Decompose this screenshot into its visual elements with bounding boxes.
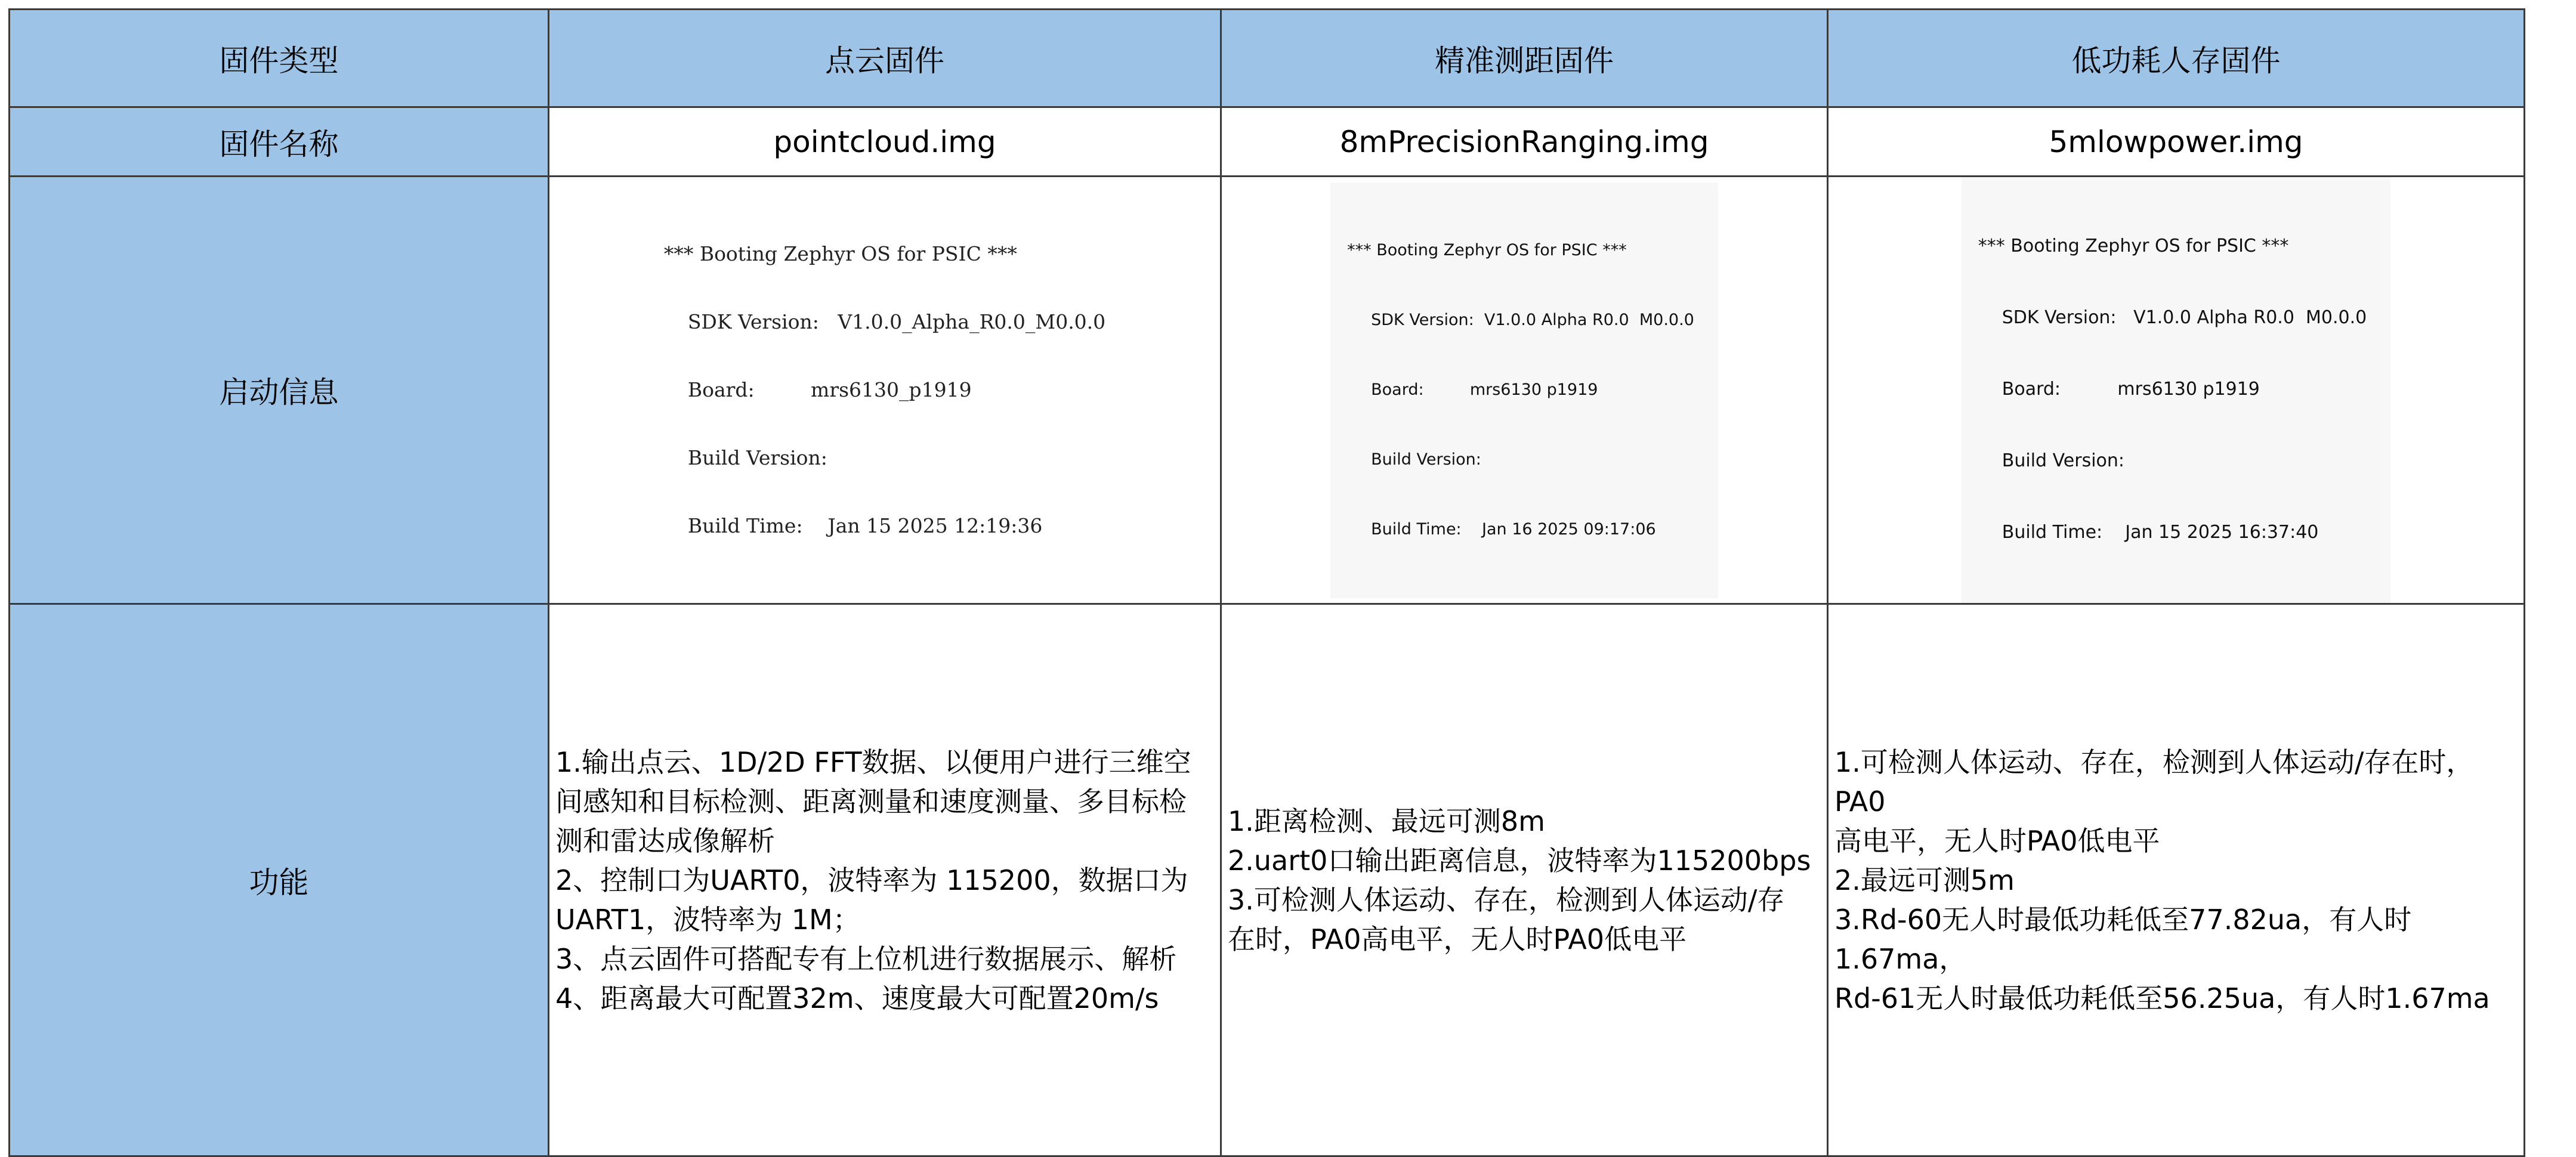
header-ranging: 精准测距固件 [1221, 10, 1828, 107]
boot-line: *** Booting Zephyr OS for PSIC *** [1978, 236, 2289, 256]
boot-cell-ranging [1221, 177, 1828, 604]
function-ranging [1221, 604, 1828, 1156]
boot-line: SDK Version: V1.0.0 Alpha R0.0 M0.0.0 [2002, 307, 2367, 328]
function-line: 4、距离最大可配置32m、速度最大可配置20m/s [555, 982, 1159, 1014]
boot-line: Board: mrs6130 p1919 [1371, 380, 1598, 399]
function-pointcloud [549, 604, 1221, 1156]
function-line: 1.距离检测、最远可测8m [1228, 805, 1545, 837]
boot-cell-lowpower [1828, 177, 2525, 604]
name-ranging: 8mPrecisionRanging.img [1221, 107, 1828, 177]
function-line: 3.Rd-60无人时最低功耗低至77.82ua，有人时1.67ma， [1834, 903, 2412, 975]
function-row [10, 604, 2525, 1156]
function-line: 1.可检测人体运动、存在，检测到人体运动/存在时，PA0 [1834, 745, 2474, 818]
function-line: 2.最远可测5m [1834, 864, 2015, 896]
boot-line: Build Time: Jan 15 2025 12:19:36 [687, 514, 1043, 537]
boot-cell-pointcloud [549, 177, 1221, 604]
boot-info-ranging [1330, 182, 1718, 598]
row-label-function: 功能 [10, 604, 549, 1156]
function-lowpower [1828, 604, 2525, 1156]
header-type: 固件类型 [10, 10, 549, 107]
boot-info-pointcloud [664, 197, 1105, 583]
function-line: 测和雷达成像解析 [555, 824, 775, 857]
boot-row [10, 177, 2525, 604]
function-line: 2、控制口为UART0，波特率为 115200，数据口为 [555, 864, 1188, 896]
boot-line: Board: mrs6130 p1919 [2002, 379, 2260, 400]
row-label-boot: 启动信息 [10, 177, 549, 604]
boot-line: Board: mrs6130_p1919 [687, 378, 972, 401]
boot-line: Build Time: Jan 15 2025 16:37:40 [2002, 522, 2319, 543]
boot-line: SDK Version: V1.0.0 Alpha R0.0 M0.0.0 [1371, 310, 1694, 329]
function-line: 2.uart0口输出距离信息，波特率为115200bps [1228, 844, 1811, 877]
function-line: 高电平，无人时PA0低电平 [1834, 824, 2160, 857]
firmware-table [8, 8, 2525, 1157]
boot-line: SDK Version: V1.0.0_Alpha_R0.0_M0.0.0 [687, 310, 1106, 333]
name-lowpower: 5mlowpower.img [1828, 107, 2525, 177]
boot-line: *** Booting Zephyr OS for PSIC *** [663, 242, 1017, 265]
function-line: 3、点云固件可搭配专有上位机进行数据展示、解析 [555, 942, 1177, 975]
boot-line: Build Version: [687, 446, 827, 469]
name-row [10, 107, 2525, 177]
row-label-name: 固件名称 [10, 107, 549, 177]
function-line: Rd-61无人时最低功耗低至56.25ua，有人时1.67ma [1834, 982, 2490, 1014]
function-line: 1.输出点云、1D/2D FFT数据、以便用户进行三维空 [555, 745, 1191, 778]
function-line: 在时，PA0高电平，无人时PA0低电平 [1228, 923, 1687, 955]
boot-line: Build Version: [1371, 450, 1481, 469]
header-pointcloud: 点云固件 [549, 10, 1221, 107]
function-line: 间感知和目标检测、距离测量和速度测量、多目标检 [555, 785, 1187, 818]
name-pointcloud: pointcloud.img [549, 107, 1221, 177]
header-row [10, 10, 2525, 107]
function-line: 3.可检测人体运动、存在，检测到人体运动/存 [1228, 883, 1785, 916]
boot-line: Build Version: [2002, 450, 2125, 471]
header-lowpower: 低功耗人存固件 [1828, 10, 2525, 107]
function-line: UART1，波特率为 1M； [555, 903, 860, 936]
boot-line: *** Booting Zephyr OS for PSIC *** [1347, 240, 1627, 259]
boot-line: Build Time: Jan 16 2025 09:17:06 [1371, 519, 1656, 539]
boot-info-lowpower [1962, 177, 2390, 603]
